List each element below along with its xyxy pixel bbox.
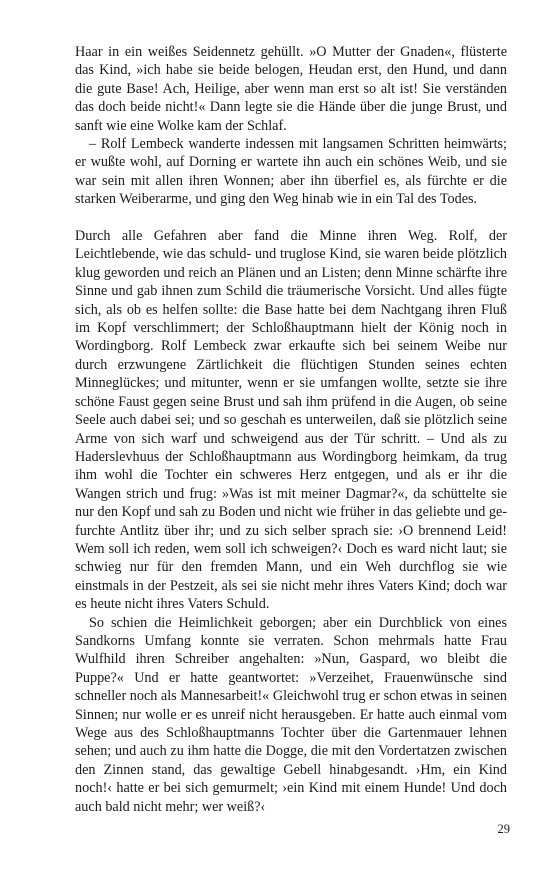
paragraph-continuation: Haar in ein weißes Seidennetz gehüllt. »O Mutter der Gnaden«, flüsterte das Kind, »ich habe sie beide belogen, Heudan erst, den Hund, und dann die gute Base! Ach, Heilige, aber wenn man erst so alt ist! Sie verständen das doch beide nicht!« Dann legte sie die Hände über die junge Brust, und sanft wie eine Wolke kam der Schlaf. xyxy=(75,44,507,134)
body-text xyxy=(75,43,507,816)
page-number: 29 xyxy=(497,822,510,836)
paragraph-heimlichkeit: So schien die Heimlichkeit geborgen; aber ein Durchblick von eines Sandkorns Umfang konnte sie verraten. Schon mehrmals hatte Frau Wulfhild ihren Schreiber angehalten: »Nun, Gaspard, wo bleibt die Puppe?« Und er hatte geantwortet: »Verzeihet, Frauenwünsche sind schneller noch als Mannesarbeit!« Gleichwohl trug er schon etwas in seinen Sinnen; nur wolle er es unreif nicht herausgeben. Er hatte auch einmal vom Wege aus des Schloßhauptmanns Tochter über die Gartenmauer lehnen sehen; und auch zu ihm hatte die Dogge, die mit den Vordertatzen zwischen den Zinnen stand, das gewaltige Gebell hinabgesandt. ›Hm, ein Kind noch!‹ hatte er bei sich gemurmelt; ›ein Kind mit einem Hunde! Und doch auch bald nicht mehr; wer weiß?‹ xyxy=(75,614,507,815)
paragraph-rolf-walk: – Rolf Lembeck wanderte indessen mit langsamen Schritten heimwärts; er wußte wohl, auf Dorning er wartete ihn auch ein schönes Weib, und sie war sein mit allen ihren Wonnen; aber ihn überfiel es, als fürchte er die starken Weiberarme, und ging den Weg hinab wie in ein Tal des Todes. xyxy=(75,136,507,208)
paragraph-minne: Durch alle Gefahren aber fand die Minne ihren Weg. Rolf, der Leichtlebende, wie das schuld- und truglose Kind, sie waren beide plötzlich klug geworden und reich an Plänen und an Listen; denn Minne schärfte ihre Sinne und gab ihnen zum Schild die träumerische Vorsicht. Und alles fügte sich, als ob es helfen sollte: die Base hatte bei dem Nachtgang ihren Fluß im Kopf verschlimmert; der Schloßhauptmann hielt der König noch in Wordingborg. Rolf Lembeck zwar erkaufte sich bei seinem Weibe nur durch erzwungene Zärtlichkeit die flüchtigen Stunden seines echten Minneglückes; und mitunter, wenn er sie umfangen wollte, setzte sie ihre schöne Faust gegen seine Brust und sah ihm prüfend in die Augen, ob seine Seele auch dabei sei; und so geschah es unterweilen, daß sie plötzlich seine Arme von sich warf und schweigend aus der Tür schritt. – Und als zu Haderslevhuus der Schloßhauptmann aus Wordingborg heimkam, da trug ihm wohl die Tochter ein schweres Herz entgegen, und als er ihr die Wangen strich und frug: »Was ist mit meiner Dagmar?«, da schüttelte sie nur den Kopf und sah zu Boden und nicht wie früher in das geliebte und gefurchte Antlitz über ihr; und zu sich selber sprach sie: ›O brennend Leid! Wem soll ich reden, wem soll ich schweigen?‹ Doch es ward nicht laut; sie schwieg nur für den fremden Mann, und ein Weh durchflog sie wie einstmals in der Pestzeit, als sei sie nicht mehr ihres Vaters Kind; doch war es heute nicht ihres Vaters Schuld. xyxy=(75,228,507,613)
